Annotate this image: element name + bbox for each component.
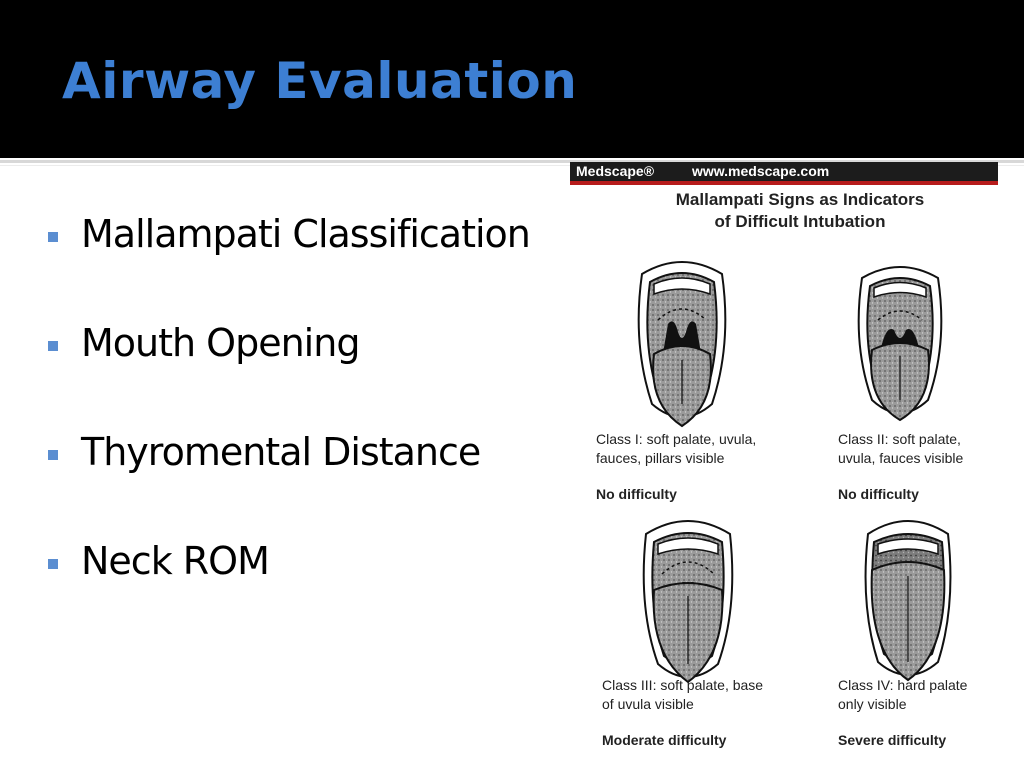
mouth-class-1-illustration bbox=[632, 254, 732, 429]
mouth-class-4-illustration bbox=[860, 514, 956, 686]
class-4-caption-line2: only visible bbox=[838, 696, 907, 712]
bullet-text: Mallampati Classification bbox=[81, 212, 530, 256]
mouth-class-3-illustration bbox=[638, 514, 738, 689]
class-3-caption bbox=[602, 676, 763, 714]
figure-title-line1: Mallampati Signs as Indicators bbox=[675, 190, 925, 209]
square-bullet-icon bbox=[48, 559, 58, 569]
bullet-text: Mouth Opening bbox=[81, 321, 360, 365]
slide-title: Airway Evaluation bbox=[62, 52, 578, 110]
figure-title bbox=[570, 189, 1024, 233]
medscape-brand: Medscape® bbox=[576, 163, 655, 179]
class-2-caption-line2: uvula, fauces visible bbox=[838, 450, 964, 466]
bullet-text: Thyromental Distance bbox=[81, 430, 481, 474]
class-2-caption bbox=[838, 430, 963, 468]
class-1-caption bbox=[596, 430, 756, 468]
class-1-caption-line1: Class I: soft palate, uvula, bbox=[596, 431, 757, 447]
class-1-difficulty: No difficulty bbox=[596, 486, 677, 502]
class-4-caption-line1: Class IV: hard palate bbox=[838, 677, 968, 693]
class-3-caption-line2: of uvula visible bbox=[602, 696, 694, 712]
mallampati-figure bbox=[570, 162, 998, 762]
square-bullet-icon bbox=[48, 450, 58, 460]
medscape-header-bar bbox=[570, 162, 998, 185]
class-3-difficulty: Moderate difficulty bbox=[602, 732, 727, 748]
title-banner bbox=[0, 0, 1024, 158]
class-1-caption-line2: fauces, pillars visible bbox=[596, 450, 725, 466]
square-bullet-icon bbox=[48, 232, 58, 242]
bullet-text: Neck ROM bbox=[81, 539, 269, 583]
class-2-difficulty: No difficulty bbox=[838, 486, 919, 502]
class-4-caption bbox=[838, 676, 967, 714]
medscape-url: www.medscape.com bbox=[692, 163, 830, 179]
class-3-caption-line1: Class III: soft palate, base bbox=[602, 677, 764, 693]
class-2-caption-line1: Class II: soft palate, bbox=[838, 431, 961, 447]
square-bullet-icon bbox=[48, 341, 58, 351]
figure-title-line2: of Difficult Intubation bbox=[714, 212, 886, 231]
mouth-class-2-illustration bbox=[854, 260, 946, 425]
class-4-difficulty: Severe difficulty bbox=[838, 732, 947, 748]
